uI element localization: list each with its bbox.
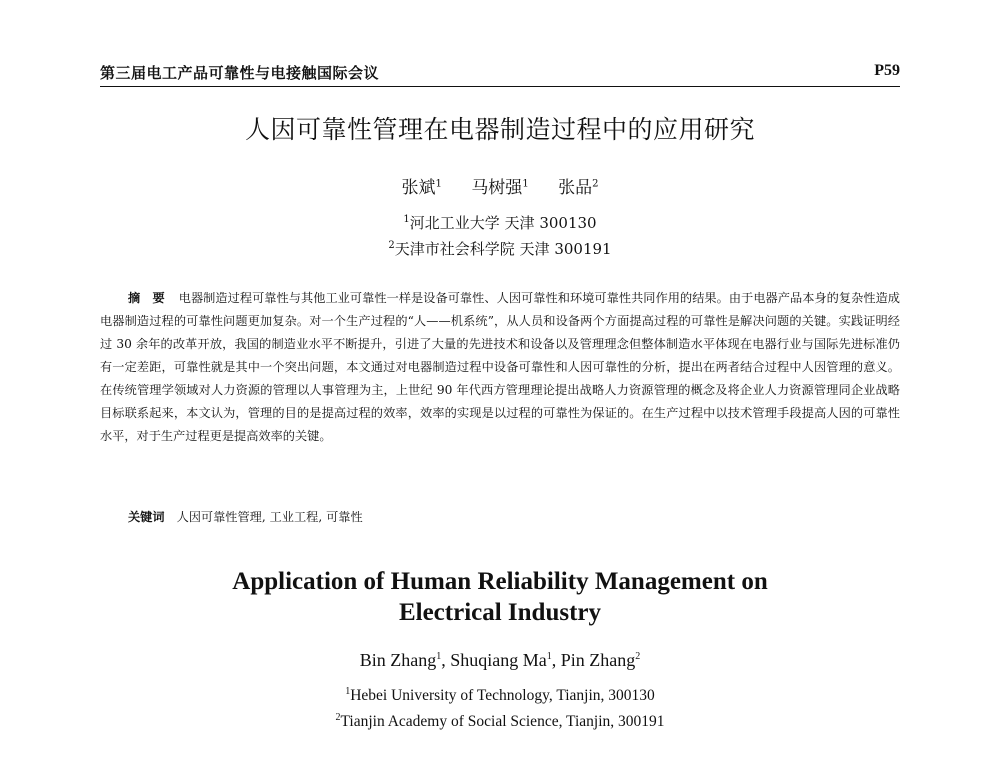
chinese-affiliation-2 [0,238,1000,259]
author-en-name: Bin Zhang [359,650,437,670]
abstract-label: 摘 要 [128,291,169,305]
affiliation-sup: 1 [403,214,410,225]
author-en-name: Shuqiang Ma [450,650,547,670]
keywords-text: 人因可靠性管理, 工业工程, 可靠性 [176,510,363,524]
author-separator: , [441,650,451,670]
page-number: P59 [874,62,900,79]
chinese-title: 人因可靠性管理在电器制造过程中的应用研究 [244,115,755,144]
english-affiliation-1 [0,687,1000,705]
english-title-line-2: Electrical Industry [398,599,602,626]
author-cn-name: 马树强 [471,178,523,198]
english-affiliation-2 [0,713,1000,731]
author-en-sup: 2 [635,651,641,662]
conference-name: 第三届电工产品可靠性与电接触国际会议 [100,64,380,82]
affiliation-text: Tianjin Academy of Social Science, Tianjin, 300191 [340,713,665,730]
abstract [100,287,900,448]
author-cn-name: 张品 [558,178,593,198]
chinese-authors [0,173,1000,198]
chinese-affiliation-1 [0,212,1000,233]
affiliation-sup: 2 [335,711,341,723]
affiliation-text: 河北工业大学 天津 300130 [409,214,597,232]
affiliation-text: Hebei University of Technology, Tianjin, 300130 [350,687,655,704]
author-cn [402,178,442,198]
author-cn-sup: 1 [435,178,442,190]
affiliation-sup: 1 [345,685,351,697]
keywords [128,508,900,525]
author-en-sup: 1 [546,651,552,662]
author-en-name: Pin Zhang [560,650,636,670]
running-header [100,60,900,87]
author-cn-sup: 2 [592,178,599,190]
author-cn-sup: 1 [522,178,529,190]
abstract-text: 电器制造过程可靠性与其他工业可靠性一样是设备可靠性、人因可靠性和环境可靠性共同作用的结果。由于电器产品本身的复杂性造成电器制造过程的可靠性问题更加复杂。对一个生产过程的“人——机系统”，从人员和设备两个方面提高过程的可靠性是解决问题的关键。实践证明经过 30 余年的改革开放，我国的制造业水平不断提升，引进了大量的先进技术和设备以及管理理念但整体制造水平体现在电器行业与国际先进标准仍有一定差距，可靠性就是其中一个突出问题，本文通过对电器制造过程中设备可靠性和人因可靠性的分析，提出在两者结合过程中人因管理的意义。在传统管理学领域对人力资源的管理以人事管理为主，上世纪 90 年代西方管理理论提出战略人力资源管理的概念及将企业人力资源管理同企业战略目标联系起来，本文认为，管理的目的是提高过程的效率，效率的实现是以过程的可靠性为保证的。在生产过程中以技术管理手段提高人因的可靠性水平，对于生产过程更是提高效率的关键。 [100,291,900,443]
author-separator: , [551,650,561,670]
keywords-label: 关键词 [128,510,165,524]
author-en-sup: 1 [436,651,442,662]
english-title [0,566,1000,628]
affiliation-text: 天津市社会科学院 天津 300191 [394,240,612,258]
author-cn [471,178,528,198]
author-cn [558,178,598,198]
affiliation-sup: 2 [388,240,395,251]
author-cn-name: 张斌 [401,178,436,198]
english-authors [0,650,1000,671]
english-title-line-1: Application of Human Reliability Management on [232,568,768,595]
